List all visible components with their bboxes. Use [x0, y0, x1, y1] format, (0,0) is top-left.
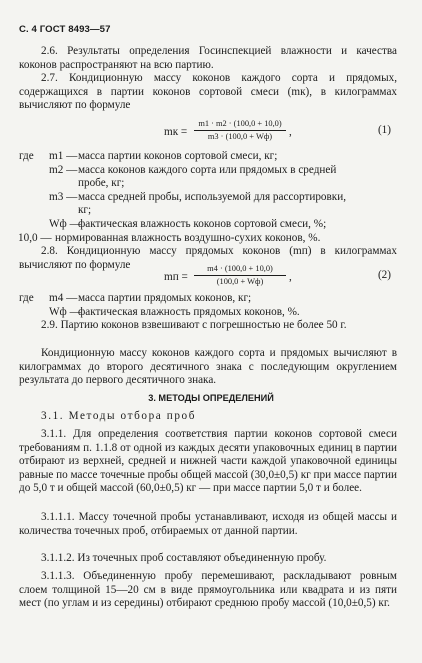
formula-lhs: mп =	[164, 271, 188, 283]
formula-fraction	[194, 118, 286, 142]
paragraph-2-9-continued	[19, 347, 397, 388]
definition-row	[19, 292, 397, 306]
definition-row	[19, 218, 397, 232]
definition-symbol: Wф —	[49, 217, 81, 230]
definitions-1	[19, 150, 397, 245]
definition-symbol: m2 —	[49, 163, 78, 176]
subsection-title: 3.1. Методы отбора проб	[41, 410, 197, 422]
definition-text: масса коконов каждого сорта или прядомых в средней	[78, 163, 337, 176]
paragraph-3-1-1-1	[19, 511, 397, 538]
section-heading: 3. МЕТОДЫ ОПРЕДЕЛЕНИЙ	[148, 393, 274, 403]
formula-denominator: (100,0 + Wф)	[216, 277, 264, 286]
definition-row	[19, 306, 397, 320]
formula-numerator: m4 · (100,0 + 10,0)	[194, 263, 286, 276]
subsection-3-1	[19, 410, 397, 424]
definition-row	[19, 177, 397, 191]
paragraph-2-9	[19, 319, 397, 333]
formula-number: (1)	[377, 124, 391, 136]
definition-symbol: 10,0 —	[18, 231, 52, 244]
definition-row	[19, 150, 397, 164]
definition-symbol: Wф —	[49, 305, 81, 318]
paragraph-text: 3.1.1.2. Из точечных проб составляют объединенную пробу.	[41, 552, 327, 564]
paragraph-text: 2.8. Кондиционную массу прядомых коконов (mп) в килограммах вычисляют по формуле	[19, 245, 397, 271]
paragraph-3-1-1-2	[19, 552, 397, 566]
formula-comma: ,	[289, 126, 292, 138]
definition-symbol: m3 —	[49, 190, 78, 203]
paragraph-text: 3.1.1.3. Объединенную пробу перемешивают, раскладывают ровным слоем толщиной 15—20 см в виде прямоугольника или квадрата и из пяти мест (по углам и из середины) отбирают среднюю пробу массой (10,0±0,5) кг.	[19, 570, 397, 610]
definitions-2	[19, 292, 397, 319]
formula-lhs: mк =	[164, 126, 188, 138]
paragraph-text: 2.7. Кондиционную массу коконов каждого сорта и прядомых, содержащихся в партии коконов сортовой смеси (mк), в килограммах вычисляют по формуле	[19, 72, 397, 112]
formula-numerator: m1 · m2 · (100,0 + 10,0)	[194, 118, 286, 131]
definition-text: фактическая влажность коконов сортовой смеси, %;	[78, 217, 327, 230]
definition-text: масса партии прядомых коконов, кг;	[78, 292, 252, 304]
paragraph-3-1-1	[19, 428, 397, 496]
paragraph-text: Кондиционную массу коконов каждого сорта и прядомых вычисляют в килограммах до второго десятичного знака с последующим округлением результата до первого десятичного знака.	[19, 347, 397, 387]
definition-text: нормированная влажность воздушно-сухих коконов, %.	[55, 231, 321, 244]
formula-number: (2)	[377, 269, 391, 281]
paragraph-text: 3.1.1.1. Массу точечной пробы устанавливают, исходя из общей массы и количества точечных проб, отбираемых от данной партии.	[19, 511, 397, 537]
formula-1	[19, 118, 397, 148]
definition-row	[19, 164, 397, 178]
definition-row	[19, 191, 397, 205]
paragraph-2-6	[19, 45, 397, 72]
formula-denominator: m3 · (100,0 + Wф)	[207, 132, 273, 141]
formula-2	[19, 263, 397, 293]
definition-text: фактическая влажность прядомых коконов, %.	[78, 305, 300, 318]
page-header: С. 4 ГОСТ 8493—57	[19, 24, 111, 35]
definition-row	[19, 232, 397, 246]
paragraph-text: 2.6. Результаты определения Госинспекцией влажности и качества коконов распространяют на всю партию.	[19, 45, 397, 71]
definition-symbol: m1 —	[49, 150, 78, 162]
definition-text: масса средней пробы, используемой для рассортировки,	[78, 190, 347, 203]
definition-prefix: где	[19, 150, 34, 162]
paragraph-3-1-1-3	[19, 570, 397, 611]
definition-text: пробе, кг;	[78, 177, 125, 190]
paragraph-text: 2.9. Партию коконов взвешивают с погрешностью не более 50 г.	[41, 319, 347, 331]
paragraph-text: 3.1.1. Для определения соответствия партии коконов сортовой смеси требованиям п. 1.1.8 от одной из каждых десяти упаковочных единиц в партии отбирают из верхней, средней и нижней части каждой упаковочной единицы равные по массе точечные пробы общей массой (30,0±0,5) кг при массе партии до 5,0 т и общей массой (60,0±0,5) кг — при массе партии 5,0 т и более.	[19, 428, 397, 495]
definition-text: масса партии коконов сортовой смеси, кг;	[78, 150, 278, 162]
formula-fraction	[194, 263, 286, 287]
paragraph-2-7	[19, 72, 397, 113]
definition-prefix: где	[19, 292, 34, 304]
definition-symbol: m4 —	[49, 292, 78, 304]
definition-text: кг;	[78, 204, 92, 217]
definition-row	[19, 204, 397, 218]
formula-comma: ,	[289, 271, 292, 283]
